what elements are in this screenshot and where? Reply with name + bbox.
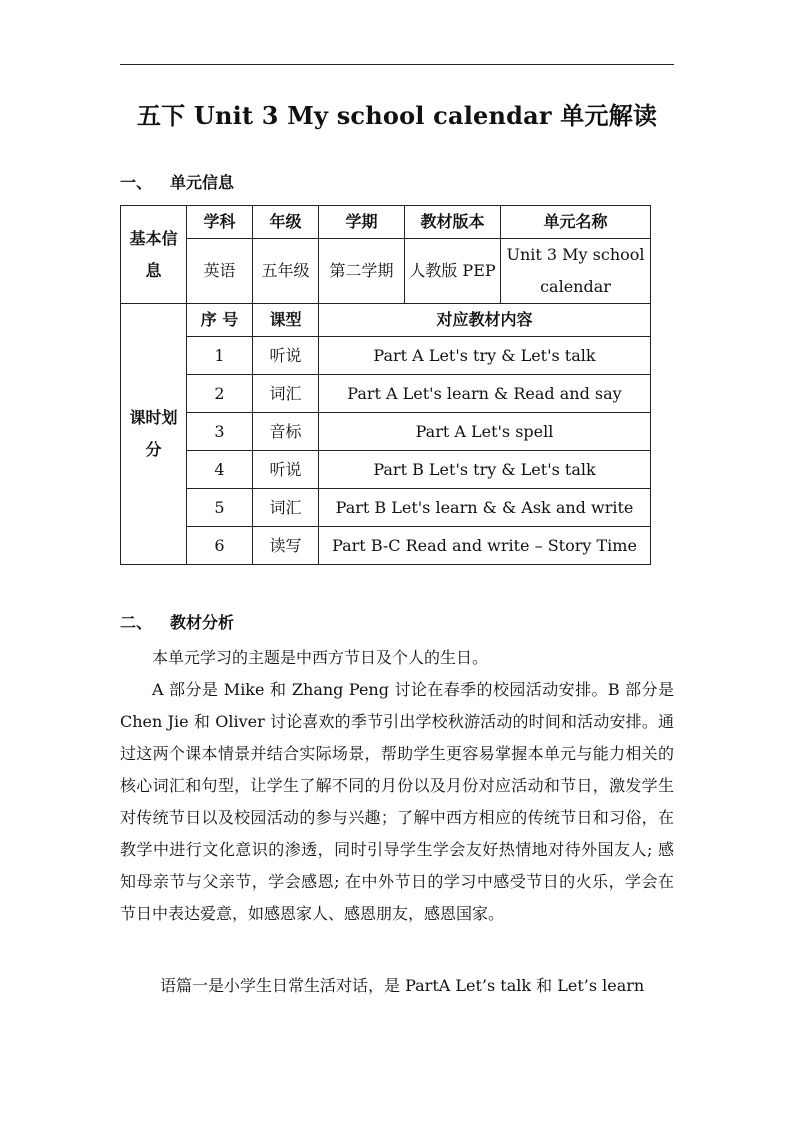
basic-info-label: 基本信息 (121, 206, 187, 304)
table-row (121, 451, 651, 489)
header-unit-name: 单元名称 (501, 206, 651, 239)
value-term: 第二学期 (319, 239, 405, 304)
table-row (121, 489, 651, 527)
top-rule (120, 64, 674, 65)
lesson-type: 音标 (253, 413, 319, 451)
table-row (121, 375, 651, 413)
table-row (121, 527, 651, 565)
unit-info-table (120, 205, 651, 565)
value-edition: 人教版 PEP (405, 239, 501, 304)
paragraph-theme: 本单元学习的主题是中西方节日及个人的生日。 (152, 648, 489, 667)
lesson-type: 词汇 (253, 375, 319, 413)
lesson-content: Part B Let's learn & & Ask and write (319, 489, 651, 527)
basic-header-row (121, 206, 651, 239)
lesson-content: Part B Let's try & Let's talk (319, 451, 651, 489)
paragraph-analysis: A 部分是 Mike 和 Zhang Peng 讨论在春季的校园活动安排。B 部分是 Chen Jie 和 Oliver 讨论喜欢的季节引出学校秋游活动的时间和活动安排。通过这两个课本情景并结合实际场景，帮助学生更容易掌握本单元与能力相关的核心词汇和句型，让学生了解不同的月份以及月份对应活动和节日，激发学生对传统节日以及校园活动的参与兴趣；了解中西方相应的传统节日和习俗，在教学中进行文化意识的渗透，同时引导学生学会友好热情地对待外国友人; 感知母亲节与父亲节，学会感恩; 在中外节日的学习中感受节日的火乐，学会在节日中表达爱意，如感恩家人、感恩朋友，感恩国家。 (120, 680, 674, 923)
header-lesson-content: 对应教材内容 (319, 304, 651, 337)
lesson-no: 1 (187, 337, 253, 375)
lesson-type: 听说 (253, 337, 319, 375)
page-title: 五下 Unit 3 My school calendar 单元解读 (136, 101, 658, 130)
lesson-no: 5 (187, 489, 253, 527)
section-number: 一、 (120, 173, 153, 192)
lesson-division-label: 课时划分 (121, 304, 187, 565)
lesson-type: 词汇 (253, 489, 319, 527)
lesson-type: 听说 (253, 451, 319, 489)
paragraph-discourse-one: 语篇一是小学生日常生活对话，是 PartA Let’s talk 和 Let’s learn (160, 976, 645, 995)
lesson-no: 6 (187, 527, 253, 565)
header-term: 学期 (319, 206, 405, 239)
section-number: 二、 (120, 613, 153, 632)
table-row (121, 413, 651, 451)
lesson-no: 4 (187, 451, 253, 489)
header-grade: 年级 (253, 206, 319, 239)
section-heading-textbook-analysis (120, 610, 234, 633)
section-title: 教材分析 (170, 613, 235, 632)
header-edition: 教材版本 (405, 206, 501, 239)
header-lesson-type: 课型 (253, 304, 319, 337)
value-subject: 英语 (187, 239, 253, 304)
section-title: 单元信息 (170, 173, 235, 192)
value-unit-name: Unit 3 My school calendar (501, 239, 651, 304)
header-lesson-no: 序 号 (187, 304, 253, 337)
lesson-content: Part A Let's spell (319, 413, 651, 451)
lesson-content: Part A Let's try & Let's talk (319, 337, 651, 375)
basic-value-row (121, 239, 651, 304)
section-heading-unit-info (120, 170, 234, 193)
table-row (121, 337, 651, 375)
value-grade: 五年级 (253, 239, 319, 304)
lesson-header-row (121, 304, 651, 337)
lesson-no: 2 (187, 375, 253, 413)
header-subject: 学科 (187, 206, 253, 239)
lesson-no: 3 (187, 413, 253, 451)
lesson-content: Part A Let's learn & Read and say (319, 375, 651, 413)
lesson-content: Part B-C Read and write – Story Time (319, 527, 651, 565)
lesson-type: 读写 (253, 527, 319, 565)
